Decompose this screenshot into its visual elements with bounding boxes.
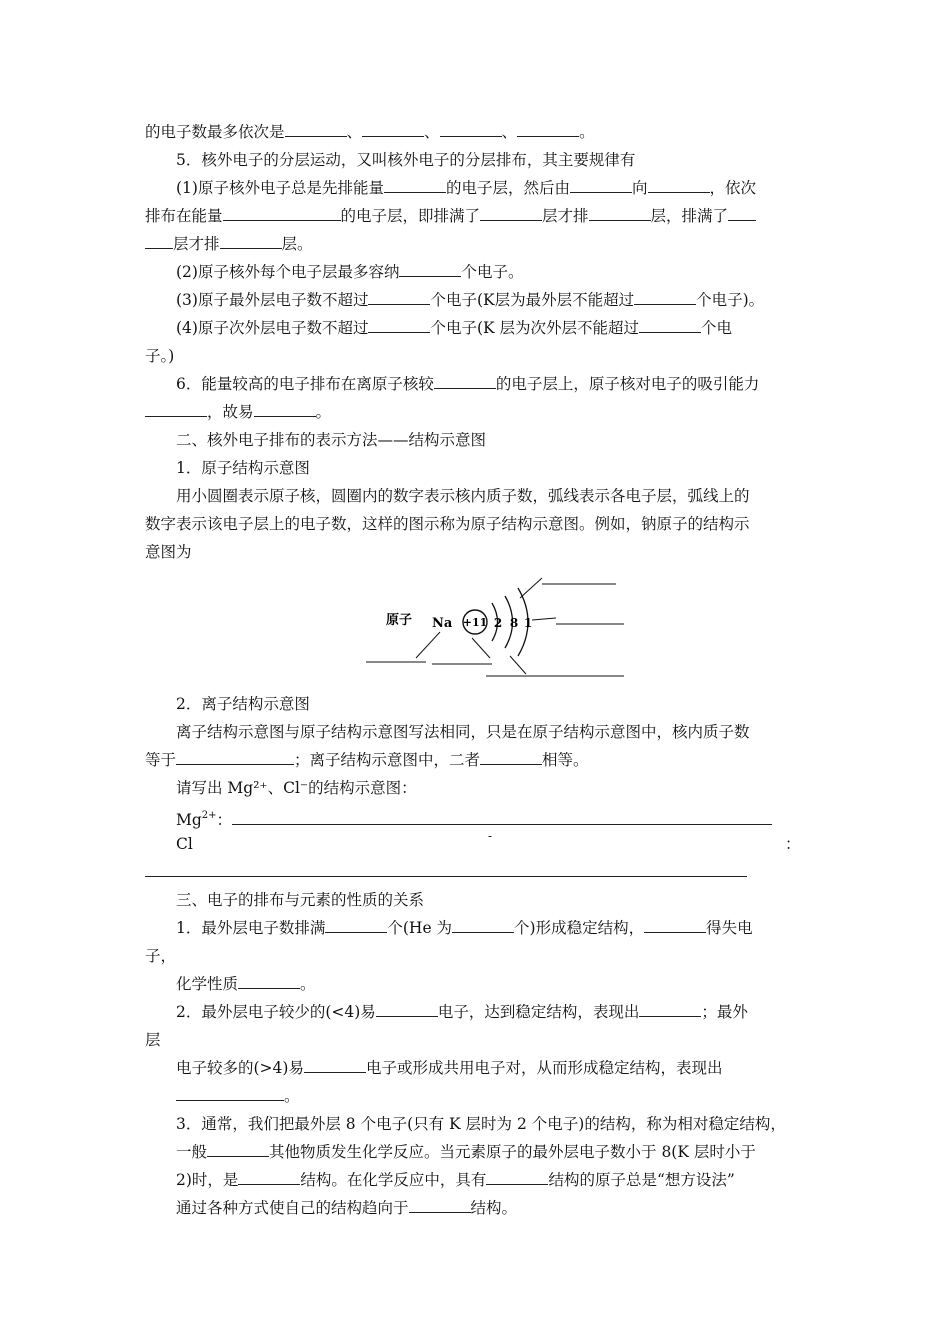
text: ，故易 xyxy=(207,403,254,421)
text: 得失电 xyxy=(706,919,753,937)
text: 电子，达到稳定结构，表现出 xyxy=(437,1003,640,1021)
blank[interactable] xyxy=(176,746,294,765)
paragraph xyxy=(145,746,813,774)
blank[interactable] xyxy=(589,202,651,221)
section-heading-2 xyxy=(145,426,813,454)
text: 意图为 xyxy=(145,543,192,561)
blank[interactable] xyxy=(325,914,387,933)
blank[interactable] xyxy=(384,174,446,193)
text: 个)形成稳定结构， xyxy=(514,919,645,937)
blank[interactable] xyxy=(434,370,496,389)
blank[interactable] xyxy=(634,286,696,305)
text: 请写出 Mg²⁺、Cl⁻的结构示意图： xyxy=(176,779,417,797)
text: 的电子数最多依次是 xyxy=(145,123,285,141)
text: 、 xyxy=(424,123,440,141)
text: 个(He 为 xyxy=(387,919,453,937)
subheading-atom-diagram xyxy=(145,454,813,482)
blank[interactable] xyxy=(486,1166,548,1185)
text: 2．离子结构示意图 xyxy=(176,695,310,713)
text: 向 xyxy=(631,179,648,197)
item-3-3-cont3 xyxy=(145,1194,813,1222)
cl-answer-line xyxy=(145,830,813,858)
blank[interactable] xyxy=(452,914,514,933)
arrow xyxy=(472,638,490,658)
blank[interactable] xyxy=(238,1166,300,1185)
mg-charge: 2+ xyxy=(201,810,217,821)
blank[interactable] xyxy=(644,914,706,933)
section-heading-3 xyxy=(145,886,813,914)
blank[interactable] xyxy=(480,746,542,765)
text: 用小圆圈表示原子核，圆圈内的数字表示核内质子数，弧线表示各电子层，弧线上的 xyxy=(176,487,750,505)
text: 个电 xyxy=(701,319,733,337)
atom-label: 原子 xyxy=(386,613,413,628)
blank[interactable] xyxy=(145,230,173,249)
item-3-2 xyxy=(145,998,813,1026)
text: 其他物质发生化学反应。当元素原子的最外层电子数小于 8(K 层时小于 xyxy=(269,1143,756,1161)
paragraph xyxy=(145,510,813,538)
blank[interactable] xyxy=(409,1194,471,1213)
blank[interactable] xyxy=(368,286,430,305)
text: (4)原子次外层电子数不超过 xyxy=(176,319,369,337)
blank[interactable] xyxy=(176,1082,284,1101)
text: 3．通常，我们把最外层 8 个电子(只有 K 层时为 2 个电子)的结构，称为相对稳定结构， xyxy=(176,1115,786,1133)
blank[interactable] xyxy=(238,970,300,989)
arrow xyxy=(510,656,526,674)
blank[interactable] xyxy=(362,118,424,137)
cl-charge: - xyxy=(488,829,493,843)
text: 排布在能量 xyxy=(145,207,223,225)
text: (3)原子最外层电子数不超过 xyxy=(176,291,369,309)
text: 的电子层，即排满了 xyxy=(340,207,481,225)
text: 一般 xyxy=(176,1143,208,1161)
text: 的电子层，然后由 xyxy=(445,179,570,197)
mg-answer-line xyxy=(145,802,813,830)
text: ： xyxy=(216,811,233,829)
text: 个电子(K层为最外层不能超过 xyxy=(430,291,635,309)
element-symbol: Na xyxy=(432,616,453,631)
text: 层，排满了 xyxy=(650,207,729,225)
worksheet-body-3 xyxy=(145,886,813,1222)
item-6 xyxy=(145,370,813,398)
shell-count: 2 xyxy=(493,616,503,630)
cl-label: Cl xyxy=(176,835,193,853)
text: 个电子(K 层为次外层不能超过 xyxy=(430,319,640,337)
text: 化学性质 xyxy=(176,975,239,993)
mg-answer-blank[interactable] xyxy=(232,806,772,825)
blank[interactable] xyxy=(304,1054,366,1073)
worksheet-body xyxy=(145,118,813,566)
blank[interactable] xyxy=(285,118,347,137)
text: 2)时，是 xyxy=(176,1171,239,1189)
text: ；离子结构示意图中，二者 xyxy=(294,751,481,769)
blank[interactable] xyxy=(648,174,710,193)
text: 通过各种方式使自己的结构趋向于 xyxy=(176,1199,409,1217)
text: 数字表示该电子层上的电子数，这样的图示称为原子结构示意图。例如，钠原子的结构示 xyxy=(145,515,750,533)
text: 5．核外电子的分层运动，又叫核外电子的分层排布，其主要规律有 xyxy=(176,151,636,169)
item-3-1 xyxy=(145,914,813,942)
blank[interactable] xyxy=(517,118,579,137)
text: 。 xyxy=(315,403,332,421)
item-5-2 xyxy=(145,258,813,286)
text: 层才排 xyxy=(173,235,220,253)
text: 1．最外层电子数排满 xyxy=(176,919,326,937)
item-3-2-cont3 xyxy=(145,1082,813,1110)
blank[interactable] xyxy=(145,398,207,417)
blank[interactable] xyxy=(207,1138,269,1157)
subheading-ion-diagram xyxy=(145,690,813,718)
text: 个电子。 xyxy=(461,263,524,281)
prompt xyxy=(145,774,813,802)
text: 子。) xyxy=(145,347,175,365)
item-5-1-cont xyxy=(145,202,813,230)
nucleus-charge: +11 xyxy=(462,616,488,629)
blank[interactable] xyxy=(254,398,316,417)
blank[interactable] xyxy=(728,202,756,221)
text: 结构的原子总是“想方设法” xyxy=(548,1171,735,1189)
text: 离子结构示意图与原子结构示意图写法相同，只是在原子结构示意图中，核内质子数 xyxy=(176,723,750,741)
text: 个电子)。 xyxy=(696,291,765,309)
worksheet-body-2 xyxy=(145,690,813,858)
blank[interactable] xyxy=(220,230,282,249)
blank[interactable] xyxy=(399,258,461,277)
item-3-3 xyxy=(145,1110,813,1138)
blank[interactable] xyxy=(368,314,430,333)
text: 电子或形成共用电子对，从而形成稳定结构，表现出 xyxy=(365,1059,723,1077)
text: 层才排 xyxy=(542,207,589,225)
text: 结构。 xyxy=(470,1199,518,1217)
text: (1)原子核外电子总是先排能量 xyxy=(176,179,384,197)
paragraph xyxy=(145,538,813,566)
blank[interactable] xyxy=(570,174,632,193)
item-5-1 xyxy=(145,174,813,202)
text: 。 xyxy=(579,123,595,141)
blank[interactable] xyxy=(376,998,438,1017)
item-3-2-cont xyxy=(145,1026,813,1054)
text: 三、电子的排布与元素的性质的关系 xyxy=(176,891,425,909)
item-3-1-cont2 xyxy=(145,970,813,998)
text: 、 xyxy=(501,123,518,141)
paragraph xyxy=(145,718,813,746)
item-5-4 xyxy=(145,314,813,342)
text: 层。 xyxy=(281,235,313,253)
text: ： xyxy=(785,835,801,853)
text: 1．原子结构示意图 xyxy=(176,459,310,477)
text: 2．最外层电子较少的(<4)易 xyxy=(176,1003,376,1021)
mg-label: Mg xyxy=(176,811,202,829)
text: 子， xyxy=(145,947,177,965)
blank[interactable] xyxy=(480,202,542,221)
text: 层 xyxy=(145,1031,161,1049)
text: 6．能量较高的电子排布在离原子核较 xyxy=(176,375,434,393)
item-3-3-cont xyxy=(145,1138,813,1166)
text: 结构。在化学反应中，具有 xyxy=(300,1171,487,1189)
text: 等于 xyxy=(145,751,177,769)
text: ；最外 xyxy=(701,1003,748,1021)
item-3-3-cont2 xyxy=(145,1166,813,1194)
text: 的电子层上，原子核对电子的吸引能力 xyxy=(495,375,760,393)
text: 二、核外电子排布的表示方法——结构示意图 xyxy=(176,431,487,449)
arrow xyxy=(520,578,542,598)
text: 。 xyxy=(284,1087,300,1105)
text: 、 xyxy=(346,123,363,141)
shell-count: 1 xyxy=(523,616,533,630)
line-shell-capacity xyxy=(145,118,813,146)
text: 。 xyxy=(300,975,316,993)
sodium-atom-diagram xyxy=(360,568,640,686)
blank[interactable] xyxy=(223,202,341,221)
item-3-2-cont2 xyxy=(145,1054,813,1082)
item-6-cont xyxy=(145,398,813,426)
text: ，依次 xyxy=(709,179,757,197)
item-5-3 xyxy=(145,286,813,314)
cl-answer-blank[interactable] xyxy=(145,876,747,877)
arrow xyxy=(416,632,440,658)
blank[interactable] xyxy=(639,314,701,333)
text: (2)原子核外每个电子层最多容纳 xyxy=(176,263,400,281)
shell-count: 8 xyxy=(509,616,519,630)
arrow xyxy=(532,618,556,620)
blank[interactable] xyxy=(639,998,701,1017)
text: 电子较多的(>4)易 xyxy=(176,1059,304,1077)
item-5-4-cont xyxy=(145,342,813,370)
blank[interactable] xyxy=(440,118,502,137)
item-5-1-cont2 xyxy=(145,230,813,258)
paragraph xyxy=(145,482,813,510)
item-5 xyxy=(145,146,813,174)
item-3-1-cont xyxy=(145,942,813,970)
text: 相等。 xyxy=(542,751,589,769)
